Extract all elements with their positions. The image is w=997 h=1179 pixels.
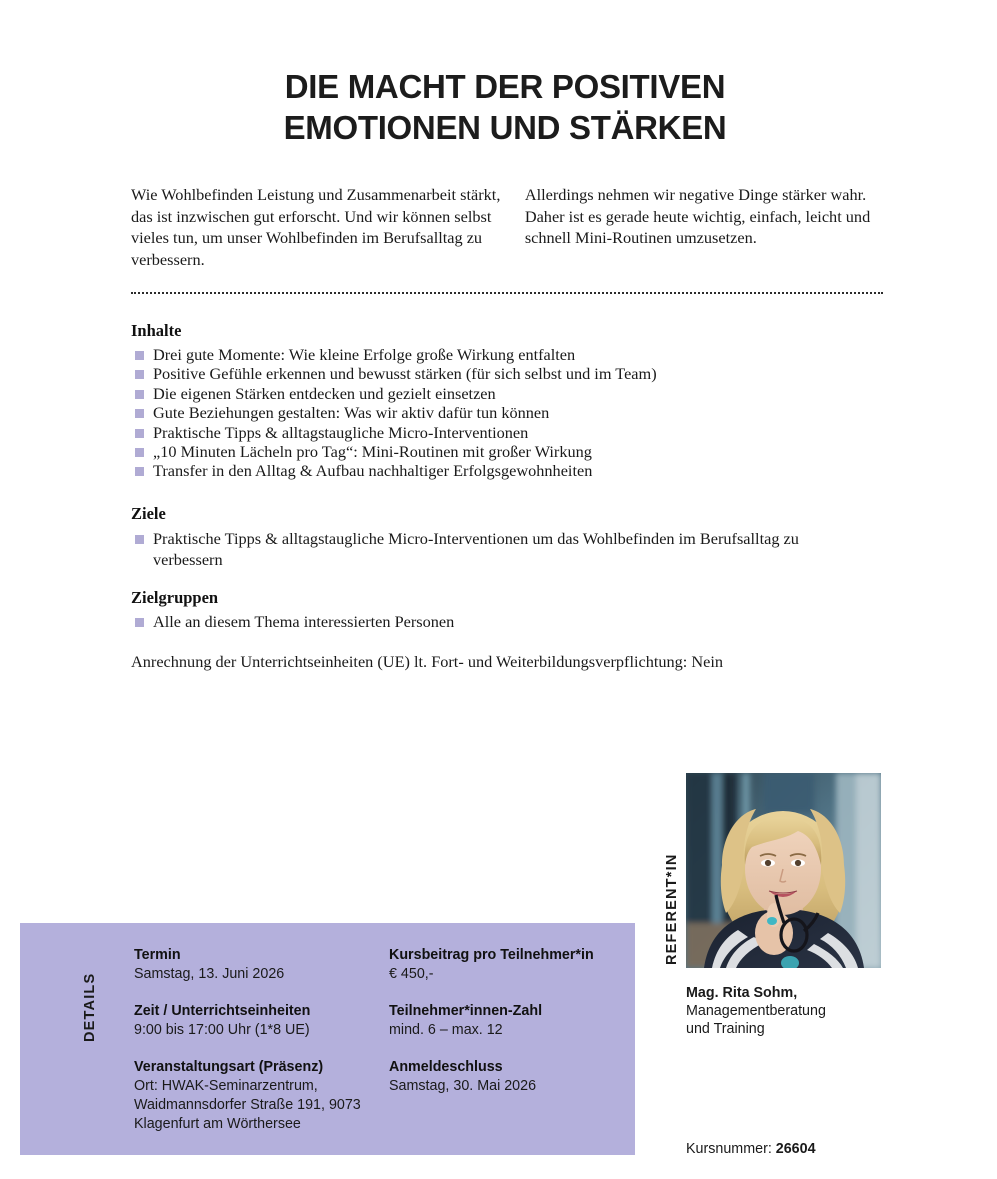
list-item — [131, 461, 871, 480]
list-item — [131, 423, 871, 442]
page-title — [130, 66, 880, 148]
bullet-square-icon — [135, 351, 144, 360]
list-item-label: Praktische Tipps & alltagstaugliche Micro-Interventionen — [153, 422, 529, 442]
detail-group-zeit — [134, 1002, 389, 1040]
section-heading-ziele: Ziele — [131, 504, 166, 523]
list-item-label: Transfer in den Alltag & Aufbau nachhaltiger Erfolgsgewohnheiten — [153, 461, 593, 481]
detail-label: Veranstaltungsart (Präsenz) — [134, 1059, 324, 1075]
detail-label: Teilnehmer*innen-Zahl — [389, 1003, 543, 1019]
list-item — [131, 384, 871, 403]
details-column-1 — [134, 946, 389, 1134]
dotted-divider — [131, 292, 883, 296]
referent-name: Mag. Rita Sohm, — [686, 985, 798, 1001]
detail-group-anmeldeschluss — [389, 1058, 614, 1096]
list-item-label: Alle an diesem Thema interessierten Personen — [153, 612, 455, 631]
referent-role-line-2: und Training — [686, 1021, 765, 1037]
detail-label: Zeit / Unterrichtseinheiten — [134, 1003, 311, 1019]
detail-value: Samstag, 30. Mai 2026 — [389, 1078, 537, 1094]
detail-group-veranstaltungsart — [134, 1058, 389, 1134]
detail-value: € 450,- — [389, 966, 434, 982]
bullet-list-zielgruppen — [131, 612, 871, 631]
bullet-list-ziele — [131, 529, 871, 570]
bullet-square-icon — [135, 370, 144, 379]
section-heading-zielgruppen: Zielgruppen — [131, 588, 219, 607]
list-item — [131, 529, 871, 570]
list-item — [131, 612, 871, 631]
intro-paragraphs — [131, 184, 883, 270]
details-content — [134, 946, 614, 1134]
list-item-label: „10 Minuten Lächeln pro Tag“: Mini-Routinen mit großer Wirkung — [153, 442, 592, 462]
list-item — [131, 345, 871, 364]
list-item-label: Praktische Tipps & alltagstaugliche Micro-Interventionen um das Wohlbefinden im Berufsalltag zu verbessern — [153, 529, 799, 569]
detail-value: mind. 6 – max. 12 — [389, 1022, 503, 1038]
list-item — [131, 364, 871, 383]
bullet-square-icon — [135, 535, 144, 544]
detail-value: Samstag, 13. Juni 2026 — [134, 966, 285, 982]
list-item — [131, 442, 871, 461]
detail-value: Ort: HWAK-Seminarzentrum, Waidmannsdorfer Straße 191, 9073 Klagenfurt am Wörthersee — [134, 1078, 361, 1132]
bullet-square-icon — [135, 429, 144, 438]
detail-group-teilnehmerzahl — [389, 1002, 614, 1040]
details-side-label: DETAILS — [82, 972, 98, 1042]
list-item-label: Drei gute Momente: Wie kleine Erfolge große Wirkung entfalten — [153, 345, 576, 364]
section-heading-inhalte: Inhalte — [131, 321, 182, 340]
bullet-square-icon — [135, 409, 144, 418]
detail-group-kursbeitrag — [389, 946, 614, 984]
page-title-line-2: EMOTIONEN UND STÄRKEN — [283, 109, 727, 146]
detail-label: Termin — [134, 947, 181, 963]
course-number-label: Kursnummer: — [686, 1141, 776, 1157]
intro-column-left: Wie Wohlbefinden Leistung und Zusammenarbeit stärkt, das ist inzwischen gut erforscht. Und wir können selbst vieles tun, um unser Wohlbefinden im Berufsalltag zu verbessern. — [131, 185, 501, 269]
detail-value: 9:00 bis 17:00 Uhr (1*8 UE) — [134, 1022, 310, 1038]
list-item-label: Positive Gefühle erkennen und bewusst stärken (für sich selbst und im Team) — [153, 364, 657, 384]
detail-label: Anmeldeschluss — [389, 1059, 503, 1075]
detail-label: Kursbeitrag pro Teilnehmer*in — [389, 947, 594, 963]
bullet-square-icon — [135, 390, 144, 399]
referent-details — [686, 984, 896, 1038]
referent-photo — [686, 773, 881, 968]
referent-role-line-1: Managementberatung — [686, 1003, 826, 1019]
anrechnung-note: Anrechnung der Unterrichtseinheiten (UE) lt. Fort- und Weiterbildungsverpflichtung: Nein — [131, 652, 724, 671]
referent-side-label: REFERENT*IN — [664, 853, 680, 965]
page-title-line-1: DIE MACHT DER POSITIVEN — [284, 68, 726, 105]
bullet-square-icon — [135, 618, 144, 627]
course-number-value: 26604 — [775, 1141, 816, 1157]
course-number — [686, 1141, 816, 1157]
details-column-2 — [389, 946, 614, 1134]
detail-group-termin — [134, 946, 389, 984]
bullet-list-inhalte — [131, 345, 871, 481]
list-item-label: Die eigenen Stärken entdecken und gezielt einsetzen — [153, 383, 496, 403]
bullet-square-icon — [135, 448, 144, 457]
list-item — [131, 403, 871, 422]
bullet-square-icon — [135, 467, 144, 476]
intro-column-right: Allerdings nehmen wir negative Dinge stärker wahr. Daher ist es gerade heute wichtig, einfach, leicht und schnell Mini-Routinen umzusetzen. — [524, 185, 871, 247]
list-item-label: Gute Beziehungen gestalten: Was wir aktiv dafür tun können — [153, 403, 550, 423]
